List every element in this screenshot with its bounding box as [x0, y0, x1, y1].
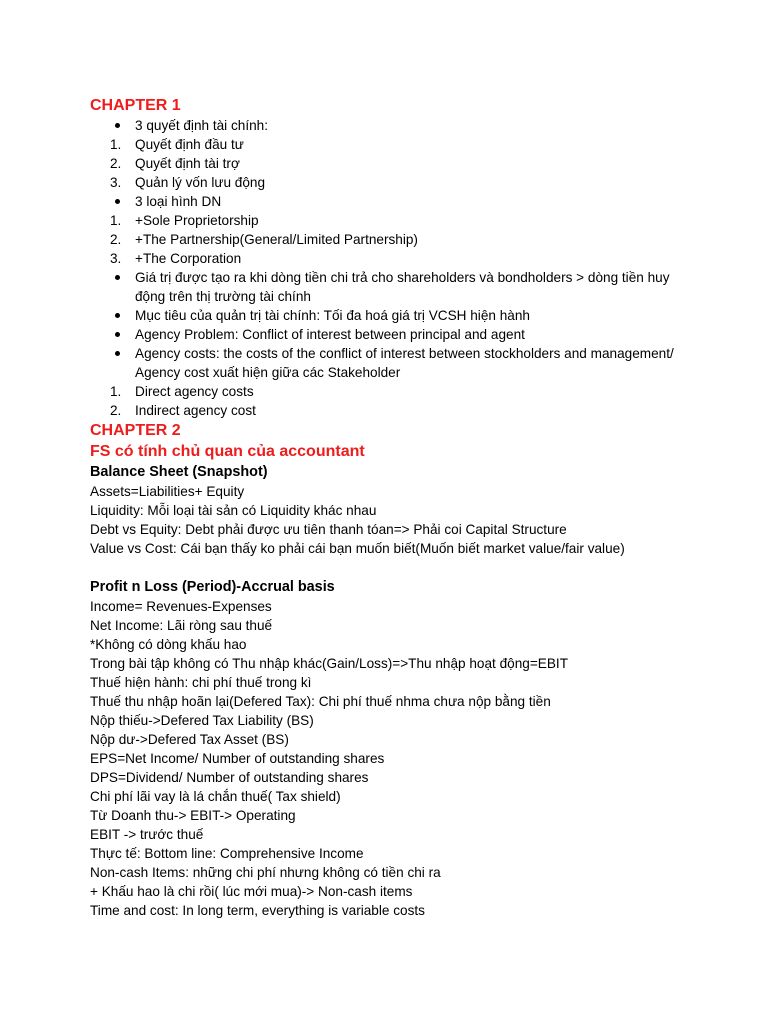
profit-loss-lines: [90, 597, 690, 920]
list-item-text: 3 loại hình DN: [135, 194, 222, 209]
chapter1-list: [90, 116, 690, 420]
bullet-dot-icon: [115, 313, 120, 318]
list-item: [90, 173, 690, 192]
list-item: [90, 268, 690, 306]
text-line: Thuế hiện hành: chi phí thuế trong kì: [90, 675, 312, 690]
bullet-marker: [110, 344, 132, 363]
number-marker: 3.: [110, 175, 122, 190]
list-item-text: Agency Problem: Conflict of interest between principal and agent: [135, 327, 525, 342]
list-item: [90, 135, 690, 154]
text-line: Liquidity: Mỗi loại tài sản có Liquidity khác nhau: [90, 503, 377, 518]
text-line: EBIT -> trước thuế: [90, 827, 204, 842]
number-marker: 1.: [110, 213, 122, 228]
list-item-text: Quản lý vốn lưu động: [135, 175, 266, 190]
text-line: Assets=Liabilities+ Equity: [90, 484, 245, 499]
text-line: Từ Doanh thu-> EBIT-> Operating: [90, 808, 296, 823]
list-item-text: Quyết định đầu tư: [135, 137, 244, 152]
list-item-text: 3 quyết định tài chính:: [135, 118, 269, 133]
number-marker: 3.: [110, 251, 122, 266]
text-line: *Không có dòng khấu hao: [90, 637, 247, 652]
list-item-text: +The Corporation: [135, 251, 242, 266]
document-content: [90, 95, 690, 920]
list-item-text: Giá trị được tạo ra khi dòng tiền chi trả cho shareholders và bondholders > dòng tiền huy động trên thị trường tài chính: [135, 270, 670, 304]
text-line: Income= Revenues-Expenses: [90, 599, 272, 614]
bullet-dot-icon: [115, 332, 120, 337]
text-line: DPS=Dividend/ Number of outstanding shares: [90, 770, 369, 785]
bullet-marker: [110, 116, 132, 135]
list-item: [90, 325, 690, 344]
chapter1-title: CHAPTER 1: [90, 97, 181, 114]
bullet-dot-icon: [115, 351, 120, 356]
number-marker: 1.: [110, 384, 122, 399]
list-item: [90, 211, 690, 230]
list-item-text: Indirect agency cost: [135, 403, 256, 418]
list-item: [90, 249, 690, 268]
balance-sheet-lines: [90, 482, 690, 558]
text-line: Trong bài tập không có Thu nhập khác(Gain/Loss)=>Thu nhập hoạt động=EBIT: [90, 656, 568, 671]
list-item: [90, 154, 690, 173]
profit-loss-heading: Profit n Loss (Period)-Accrual basis: [90, 579, 335, 595]
bullet-marker: [110, 306, 132, 325]
number-marker: 2.: [110, 403, 122, 418]
bullet-dot-icon: [115, 199, 120, 204]
list-item-text: Agency costs: the costs of the conflict of interest between stockholders and management/ Agency cost xuất hiện giữa các Stakeholder: [135, 346, 674, 380]
text-line: EPS=Net Income/ Number of outstanding shares: [90, 751, 385, 766]
list-item-text: Direct agency costs: [135, 384, 254, 399]
balance-sheet-heading: Balance Sheet (Snapshot): [90, 464, 268, 480]
text-line: Non-cash Items: những chi phí nhưng không có tiền chi ra: [90, 865, 441, 880]
text-line: Thuế thu nhập hoãn lại(Defered Tax): Chi phí thuế nhma chưa nộp bằng tiền: [90, 694, 551, 709]
text-line: + Khấu hao là chi rồi( lúc mới mua)-> Non-cash items: [90, 884, 413, 899]
list-item-text: +Sole Proprietorship: [135, 213, 259, 228]
text-line: Chi phí lãi vay là lá chắn thuế( Tax shield): [90, 789, 341, 804]
text-line: Debt vs Equity: Debt phải được ưu tiên thanh tóan=> Phải coi Capital Structure: [90, 522, 567, 537]
bullet-marker: [110, 325, 132, 344]
section-gap: [90, 558, 690, 577]
list-item: [90, 382, 690, 401]
bullet-marker: [110, 192, 132, 211]
text-line: Nộp dư->Defered Tax Asset (BS): [90, 732, 289, 747]
list-item: [90, 401, 690, 420]
bullet-dot-icon: [115, 275, 120, 280]
bullet-marker: [110, 268, 132, 287]
chapter2-subtitle: FS có tính chủ quan của accountant: [90, 443, 365, 460]
text-line: Net Income: Lãi ròng sau thuế: [90, 618, 273, 633]
list-item: [90, 344, 690, 382]
chapter2-title: CHAPTER 2: [90, 422, 181, 439]
bullet-dot-icon: [115, 123, 120, 128]
list-item-text: +The Partnership(General/Limited Partnership): [135, 232, 418, 247]
list-item: [90, 116, 690, 135]
list-item: [90, 192, 690, 211]
list-item: [90, 306, 690, 325]
number-marker: 2.: [110, 232, 122, 247]
list-item: [90, 230, 690, 249]
number-marker: 1.: [110, 137, 122, 152]
text-line: Value vs Cost: Cái bạn thấy ko phải cái bạn muốn biết(Muốn biết market value/fair value): [90, 541, 625, 556]
text-line: Nộp thiếu->Defered Tax Liability (BS): [90, 713, 314, 728]
list-item-text: Mục tiêu của quản trị tài chính: Tối đa hoá giá trị VCSH hiện hành: [135, 308, 530, 323]
text-line: Thực tế: Bottom line: Comprehensive Income: [90, 846, 364, 861]
list-item-text: Quyết định tài trợ: [135, 156, 240, 171]
number-marker: 2.: [110, 156, 122, 171]
text-line: Time and cost: In long term, everything is variable costs: [90, 903, 425, 918]
